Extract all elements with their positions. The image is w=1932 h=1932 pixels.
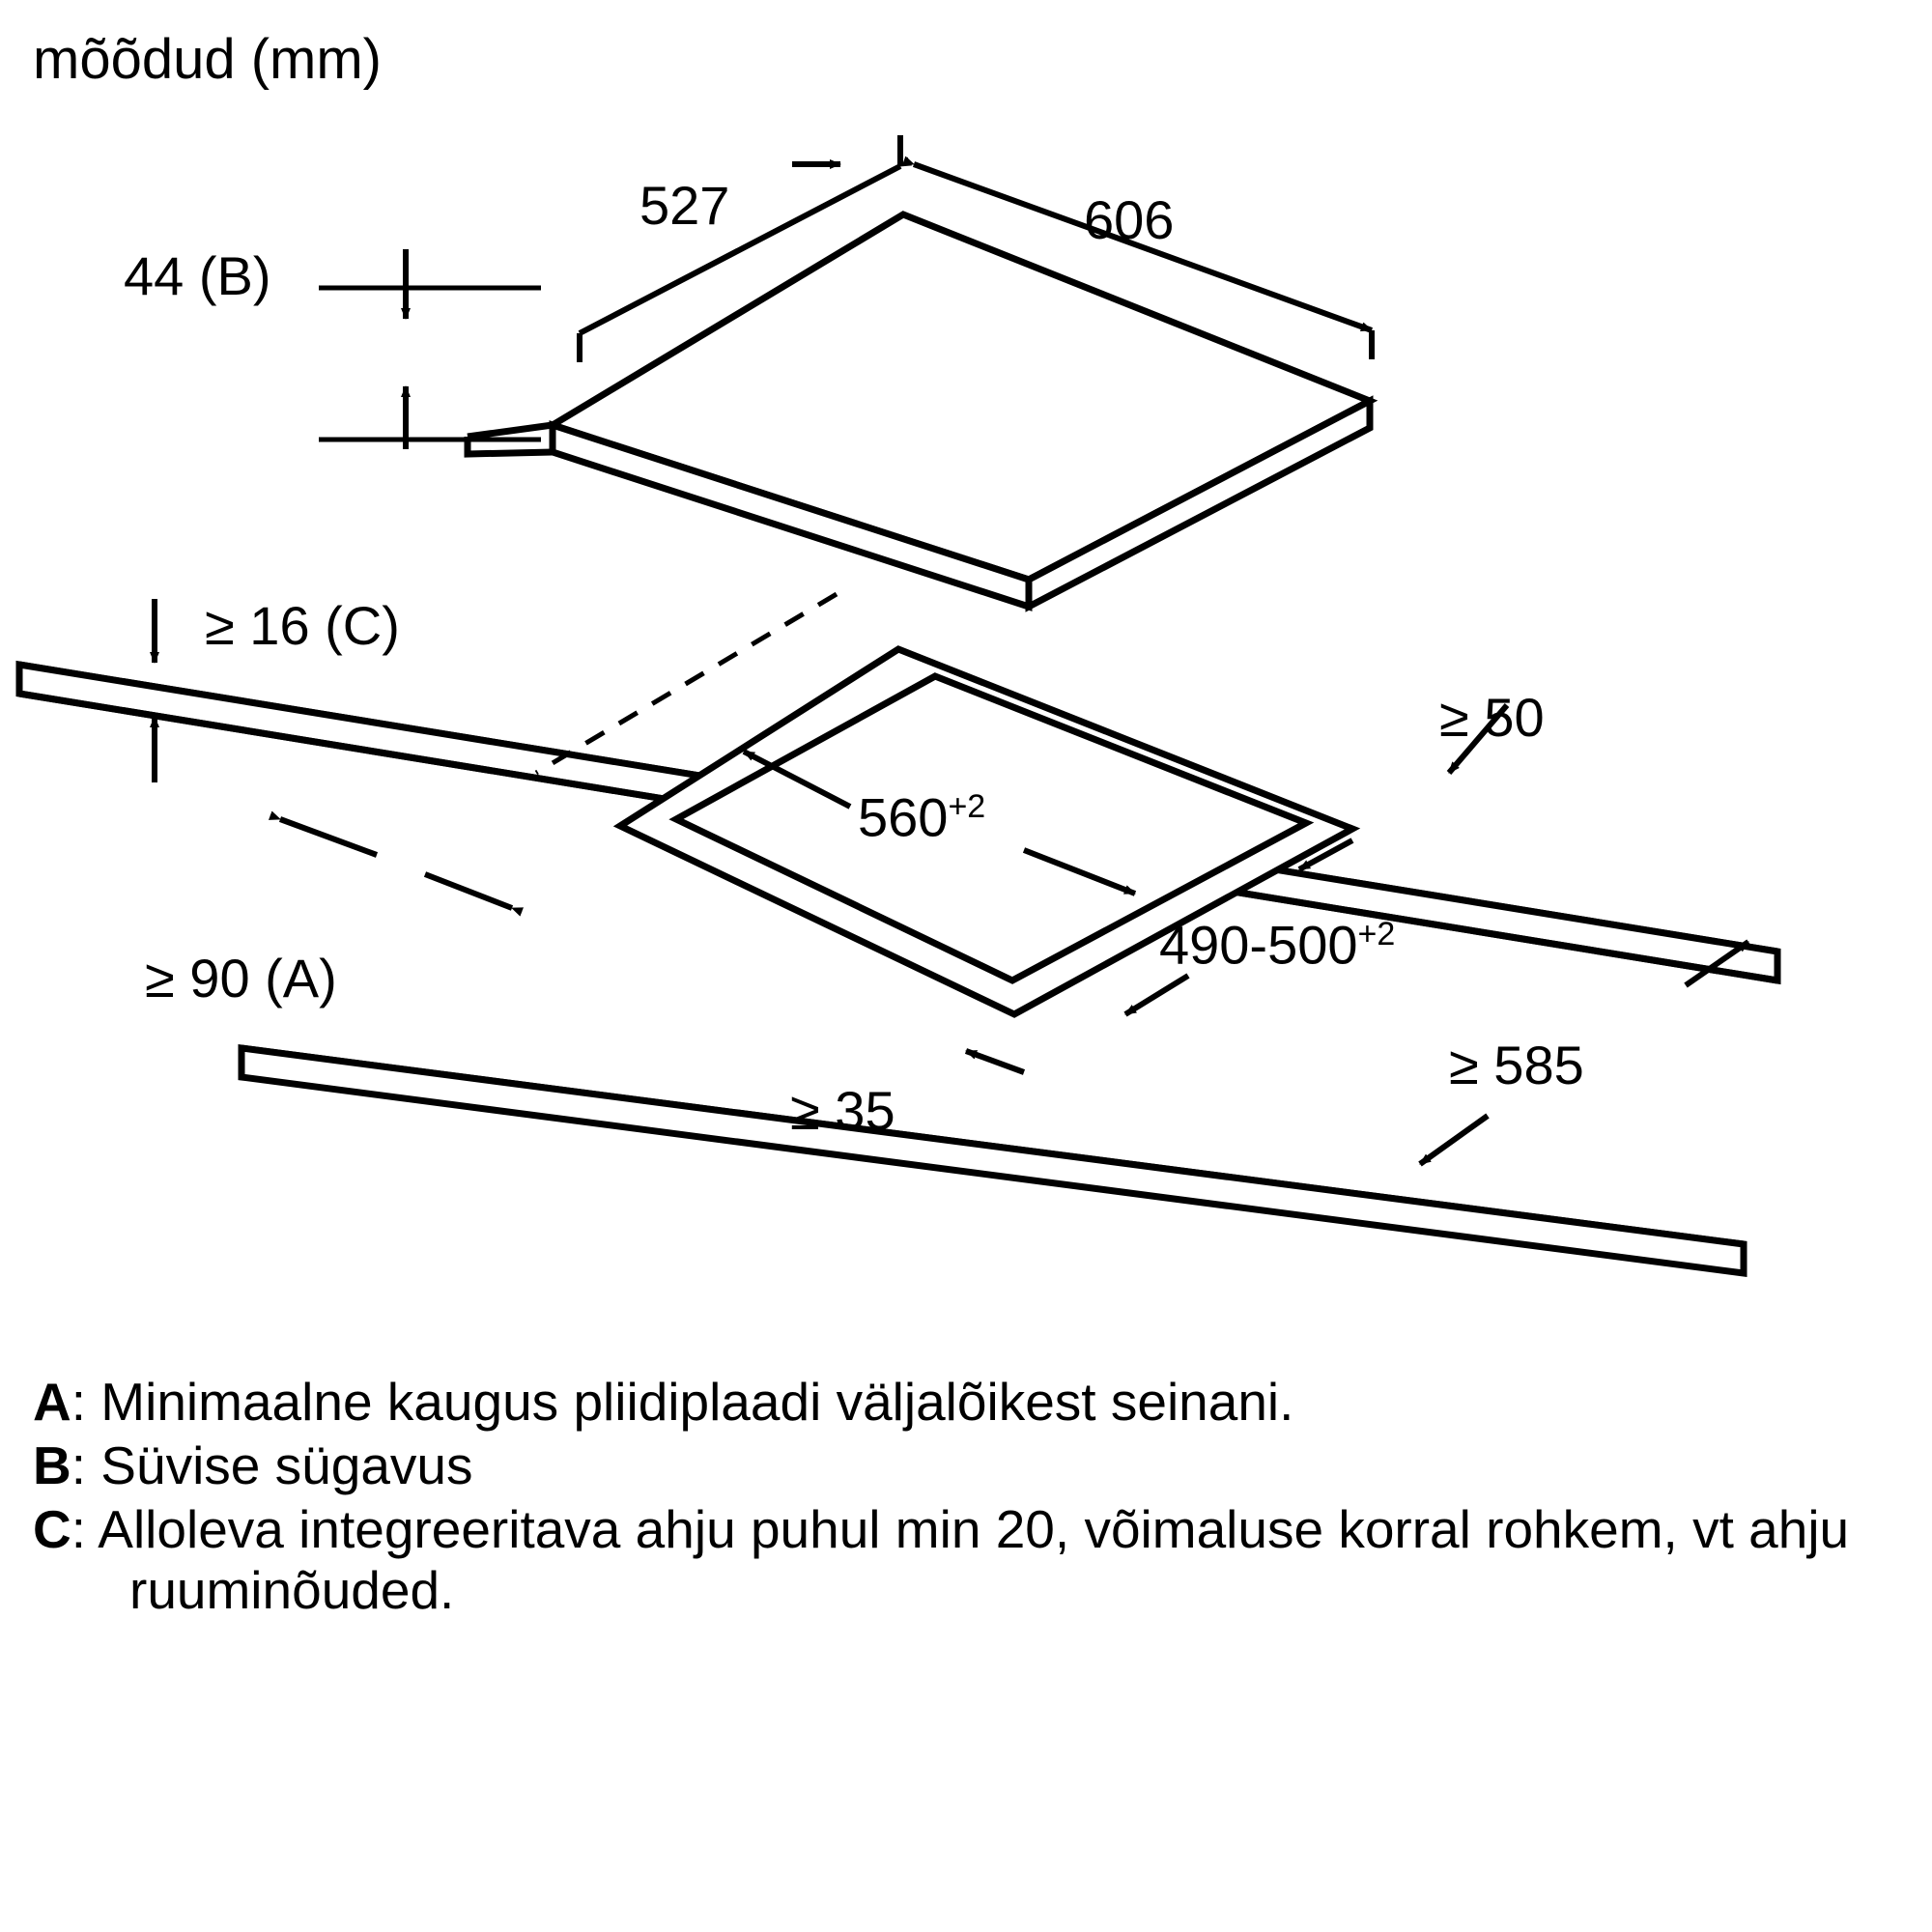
legend-key-b: B [33, 1435, 71, 1495]
dim-label-606: 606 [1084, 189, 1175, 250]
dim-label-16-c: ≥ 16 (C) [205, 595, 400, 656]
legend-item-c [33, 1499, 1897, 1623]
dim-label-50: ≥ 50 [1439, 687, 1545, 748]
page-title: mõõdud (mm) [33, 28, 382, 91]
legend [33, 1372, 1897, 1624]
dim-44-b [319, 249, 541, 449]
dim-label-490-500: $490-500^{+2}$ [1159, 914, 1396, 976]
dim-90-a [280, 819, 512, 908]
dim-label-44-b: 44 (B) [124, 245, 271, 306]
legend-text-a: : Minimaalne kaugus pliidiplaadi väljalõikest seinani. [71, 1372, 1294, 1432]
dim-label-560-tolerance: +2 [948, 788, 986, 825]
legend-text-c: : Alloleva integreeritava ahju puhul min 20, võimaluse korral rohkem, vt ahju ruuminõuded. [71, 1498, 1850, 1621]
dim-label-490-500-tolerance: +2 [1357, 916, 1396, 952]
legend-key-c: C [33, 1498, 71, 1559]
dim-35 [966, 1051, 1024, 1072]
dim-label-585: ≥ 585 [1449, 1035, 1584, 1095]
legend-item-a [33, 1372, 1897, 1434]
dim-label-527: 527 [639, 175, 730, 236]
legend-text-b: : Süvise sügavus [71, 1435, 473, 1495]
hob-plate [468, 214, 1370, 607]
dim-label-560: $560^{+2}$ [858, 786, 986, 848]
legend-key-a: A [33, 1372, 71, 1432]
dim-label-90-a: ≥ 90 (A) [145, 948, 337, 1009]
dim-label-35: ≥ 35 [790, 1080, 895, 1141]
legend-item-b [33, 1435, 1897, 1497]
